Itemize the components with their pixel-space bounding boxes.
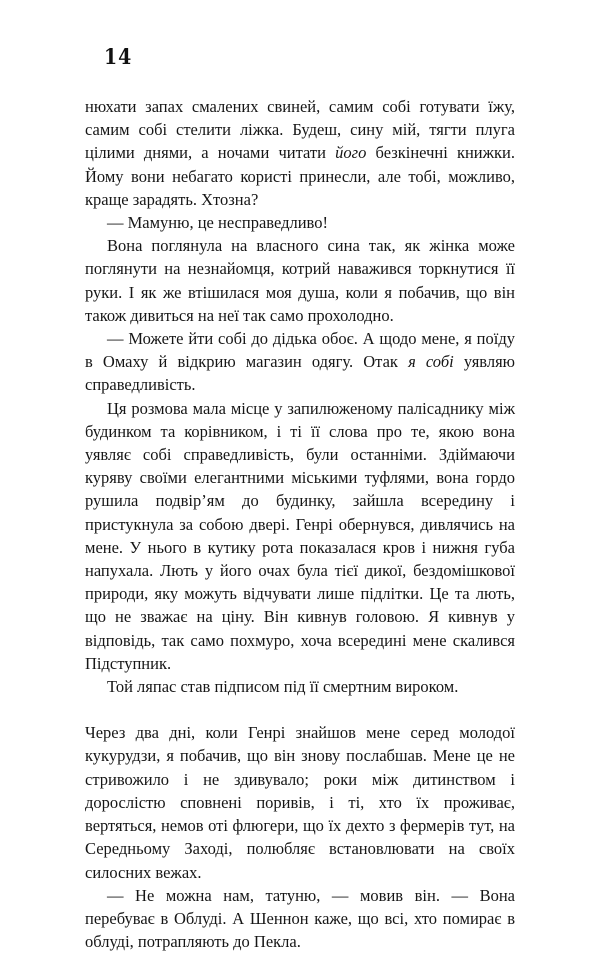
paragraph bbox=[85, 327, 515, 397]
paragraph bbox=[85, 675, 515, 698]
body-text: уявляю справедливість. bbox=[85, 352, 516, 395]
body-text: Той ляпас став підписом під її смертним вироком. bbox=[107, 677, 459, 697]
paragraph bbox=[85, 397, 515, 675]
text-block bbox=[85, 95, 515, 953]
italic-text: його bbox=[335, 143, 367, 163]
page-number: 14 bbox=[104, 44, 133, 69]
body-text: Вона поглянула на власного сина так, як жінка може поглянути на незнайомця, котрий наважився торкнутися її руки. І як же втішилася моя душа, коли я побачив, що він також дивиться на неї так само прохолодно. bbox=[85, 236, 515, 325]
body-text: — Можете йти собі до дідька обоє. А щодо мене, я поїду в Омаху й відкрию магазин одягу. Отак bbox=[85, 329, 515, 372]
body-text: Ця розмова мала місце у запилюженому палісаднику між будинком та корівником, і ті її слова про те, якою вона уявляє собі справедливість, були останніми. Здіймаючи куряву своїми елегантними міськими туфлями, вона гордо рушила подвір’ям до будинку, зайшла всередину і пристукнула за собою двері. Генрі обернувся, дивлячись на мене. У нього в кутику рота показалася кров і нижня губа напухала. Лють у його очах була тієї дикої, бездомішкової природи, яку можуть відчувати лише підлітки. Це та лють, що не зважає на ціну. Він кивнув головою. Я кивнув у відповідь, так само похмуро, хоча всередині мене скалився Підступник. bbox=[85, 398, 515, 673]
paragraph bbox=[85, 721, 515, 883]
body-text: безкінечні книжки. Йому вони небагато користі принесли, але тобі, можливо, краще зарадять. Хтозна? bbox=[85, 143, 516, 209]
paragraph bbox=[85, 211, 515, 234]
paragraph bbox=[85, 884, 515, 953]
body-text: — Мамуню, це несправедливо! bbox=[107, 213, 328, 233]
body-text: нюхати запах смалених свиней, самим собі готувати їжу, самим собі стелити ліжка. Будеш, сину мій, тягти плуга цілими днями, а ночами читати bbox=[85, 97, 515, 163]
italic-text: я собі bbox=[408, 352, 454, 372]
body-text: — Не можна нам, татуню, — мовив він. — Вона перебуває в Облуді. А Шеннон каже, що всі, хто помирає в облуді, потрапляють до Пекла. bbox=[85, 885, 515, 952]
paragraph bbox=[85, 234, 515, 327]
paragraph bbox=[85, 95, 515, 211]
body-text: Через два дні, коли Генрі знайшов мене серед молодої кукурудзи, я побачив, що він знову послабшав. Мене це не стривожило і не здивувало; роки між дитинством і дорослістю сповнені поривів, і ті, хто їх проживає, вертяться, немов оті флюгери, що їх дехто з фермерів тут, на Середньому Заході, полюбляє встановлювати на своїх силосних вежах. bbox=[85, 723, 515, 882]
